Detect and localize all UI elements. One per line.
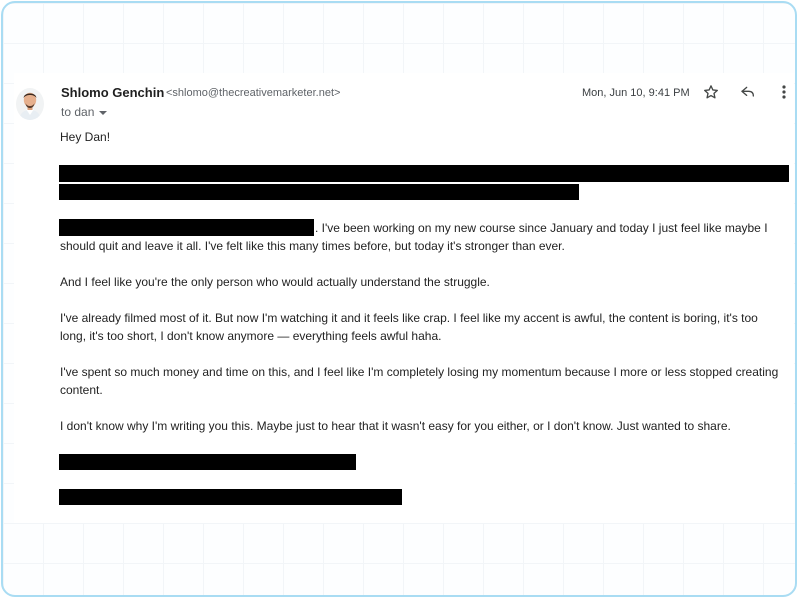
- recipient-toggle[interactable]: [61, 105, 107, 119]
- redaction-bar: [59, 165, 789, 182]
- reply-button[interactable]: [737, 83, 759, 105]
- reply-icon: [740, 84, 756, 105]
- redaction-bar: [59, 489, 402, 505]
- recipient-label: to dan: [61, 105, 95, 119]
- star-button[interactable]: [700, 83, 722, 105]
- email-message: [14, 73, 794, 523]
- redaction-bar: [59, 184, 579, 200]
- body-paragraph: I don't know why I'm writing you this. Maybe just to hear that it wasn't easy for you either, or I don't know. Just wanted to share.: [60, 419, 731, 433]
- more-vert-icon: [781, 84, 787, 105]
- message-date: Mon, Jun 10, 9:41 PM: [582, 87, 690, 99]
- body-paragraph: I've spent so much money and time on this, and I feel like I'm completely losing my momentum because I more or less stopped creating content.: [60, 365, 779, 397]
- avatar[interactable]: [16, 88, 44, 120]
- more-options-button[interactable]: [773, 83, 795, 105]
- redaction-bar: [59, 454, 356, 470]
- screenshot-frame: [1, 1, 797, 597]
- chevron-down-icon: [99, 105, 107, 119]
- body-paragraph: I've already filmed most of it. But now I'm watching it and it feels like crap. I feel like my accent is awful, the content is boring, it's too long, it's too short, I don't know anymore — everything feels awful haha.: [60, 311, 758, 343]
- body-paragraph: . I've been working on my new course since January and today I just feel like maybe I should quit and leave it all. I've felt like this many times before, but today it's stronger than ever.: [60, 221, 768, 253]
- sender-name[interactable]: Shlomo Genchin: [61, 85, 165, 100]
- greeting: Hey Dan!: [60, 130, 111, 144]
- star-icon: [703, 84, 719, 105]
- sender-email[interactable]: <shlomo@thecreativemarketer.net>: [166, 87, 341, 99]
- body-paragraph: And I feel like you're the only person who would actually understand the struggle.: [60, 275, 490, 289]
